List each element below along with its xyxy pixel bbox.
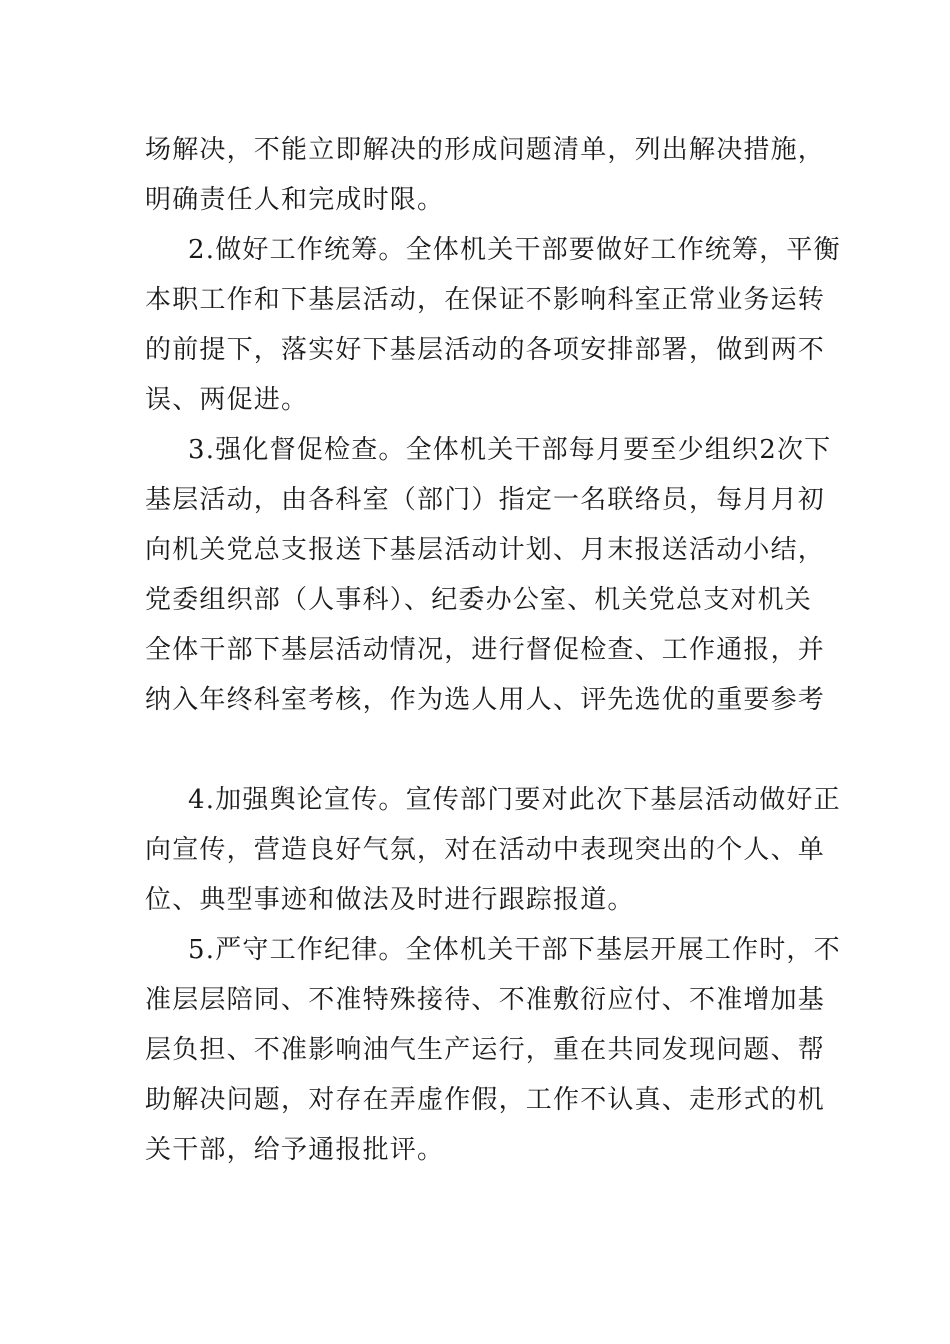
paragraph-3-line-2: 基层活动，由各科室（部门）指定一名联络员，每月月初 — [145, 485, 826, 515]
paragraph-3-line-5: 全体干部下基层活动情况，进行督促检查、工作通报，并 — [145, 635, 826, 665]
paragraph-5-line-1: 5.严守工作纪律。全体机关干部下基层开展工作时，不 — [188, 935, 841, 965]
paragraph-2-line-3: 的前提下，落实好下基层活动的各项安排部署，做到两不 — [145, 335, 826, 365]
paragraph-2-line-1: 2.做好工作统筹。全体机关干部要做好工作统筹，平衡 — [188, 235, 841, 265]
paragraph-2-line-4: 误、两促进。 — [145, 385, 309, 415]
paragraph-1-line-2: 明确责任人和完成时限。 — [145, 185, 445, 215]
paragraph-5-line-2: 准层层陪同、不准特殊接待、不准敷衍应付、不准增加基 — [145, 985, 826, 1015]
paragraph-3-line-3: 向机关党总支报送下基层活动计划、月末报送活动小结， — [145, 535, 826, 565]
paragraph-4-line-1: 4.加强舆论宣传。宣传部门要对此次下基层活动做好正 — [188, 785, 841, 815]
paragraph-4-line-2: 向宣传，营造良好气氛，对在活动中表现突出的个人、单 — [145, 835, 826, 865]
paragraph-1-line-1: 场解决，不能立即解决的形成问题清单，列出解决措施， — [145, 135, 826, 165]
paragraph-4-line-3: 位、典型事迹和做法及时进行跟踪报道。 — [145, 885, 635, 915]
paragraph-3-line-6: 纳入年终科室考核，作为选人用人、评先选优的重要参考 — [145, 685, 826, 715]
paragraph-3-line-4: 党委组织部（人事科）、纪委办公室、机关党总支对机关 — [145, 585, 813, 615]
paragraph-5-line-5: 关干部，给予通报批评。 — [145, 1135, 445, 1165]
paragraph-3-line-1: 3.强化督促检查。全体机关干部每月要至少组织2次下 — [188, 435, 832, 465]
paragraph-5-line-3: 层负担、不准影响油气生产运行，重在共同发现问题、帮 — [145, 1035, 826, 1065]
paragraph-2-line-2: 本职工作和下基层活动，在保证不影响科室正常业务运转 — [145, 285, 826, 315]
paragraph-5-line-4: 助解决问题，对存在弄虚作假，工作不认真、走形式的机 — [145, 1085, 826, 1115]
